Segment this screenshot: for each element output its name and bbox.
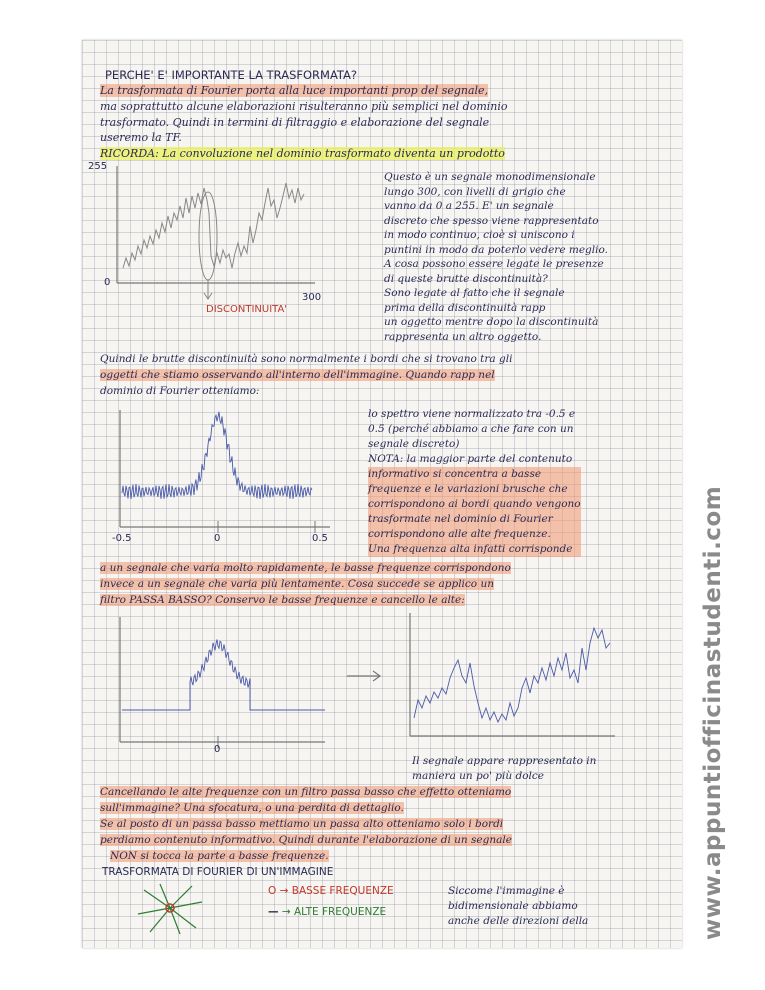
intro-line: ma soprattutto alcune elaborazioni risulteranno più semplici nel dominio: [100, 100, 508, 113]
smoothed-signal-graph: [400, 608, 630, 748]
bottom-line: Cancellando le alte frequenze con un filtro passa basso che effetto otteniamo: [100, 786, 512, 798]
origin-label: 0: [104, 277, 111, 288]
filter-line: filtro PASSA BASSO? Conservo le basse frequenze e cancello le alte:: [100, 594, 465, 606]
legend-high: [268, 905, 386, 919]
discontinuity-label: DISCONTINUITA': [206, 304, 288, 315]
filter-spectrum-graph: [110, 612, 330, 752]
smoothed-signal-line: [414, 628, 610, 722]
watermark-text: www.appuntiofficinastudenti.com: [700, 485, 726, 940]
bottom-line: sull'immagine? Una sfocatura, o una perdita di dettaglio.: [100, 802, 404, 814]
filter-line: a un segnale che varia molto rapidamente, le basse frequenze corrispondono: [100, 562, 511, 574]
bottom-line: NON si tocca la parte a basse frequenze.: [110, 850, 329, 862]
signal-graph: [95, 158, 375, 323]
mid-line: dominio di Fourier otteniamo:: [100, 385, 260, 397]
graph2-description: lo spettro viene normalizzato tra -0.5 e 0.5 (perché abbiamo a che fare con un segnale discreto) NOTA: la maggior parte del contenuto informativo si concentra a basse frequenze e le variazioni brusche che corrispondono ai bordi quando vengono trasformate nel dominio di Fourier corrispondono alle alte frequenze. Una frequenza alta infatti corrisponde: [368, 408, 581, 555]
ricorda-note: RICORDA: La convoluzione nel dominio trasformato diventa un prodotto: [100, 147, 505, 160]
mid-line: Quindi le brutte discontinuità sono normalmente i bordi che si trovano tra gli: [100, 353, 513, 365]
y-max-label: 255: [88, 161, 108, 172]
x-mid-label: 0: [214, 533, 221, 544]
intro-line: La trasformata di Fourier porta alla luce importanti prop del segnale,: [100, 84, 489, 97]
spectrum-graph: [110, 405, 350, 535]
bottom-line: Se al posto di un passa basso mettiamo un passa alto otteniamo solo i bordi: [100, 818, 504, 830]
page-title: PERCHE' E' IMPORTANTE LA TRASFORMATA?: [105, 68, 358, 82]
intro-line: useremo la TF.: [100, 131, 182, 144]
x-max-label: 300: [302, 292, 322, 303]
final-text: Siccome l'immagine è bidimensionale abbiamo anche delle direzioni della: [448, 885, 589, 927]
fourier-star-icon: [130, 880, 210, 940]
spectrum-line: [122, 412, 312, 499]
bottom-line: perdiamo contenuto informativo. Quindi durante l'elaborazione di un segnale: [100, 834, 512, 846]
filter-line: invece a un segnale che varia più lentamente. Cosa succede se applico un: [100, 578, 494, 590]
legend-high-label: → ALTE FREQUENZE: [281, 906, 387, 918]
section-title: TRASFORMATA DI FOURIER DI UN'IMMAGINE: [102, 866, 334, 878]
x-min-label: -0.5: [112, 533, 132, 544]
legend-low-label: → BASSE FREQUENZE: [279, 885, 394, 897]
origin-label: 0: [214, 744, 221, 755]
graph3-caption: Il segnale appare rappresentato in maniera un po' più dolce: [412, 755, 597, 782]
mid-line: oggetti che stiamo osservando all'interno dell'immagine. Quando rapp nel: [100, 369, 495, 381]
legend-low-symbol: O: [268, 885, 277, 897]
graph1-description: Questo è un segnale monodimensionale lungo 300, con livelli di grigio che vanno da 0 a 255. E' un segnale discreto che spesso viene rappresentato in modo continuo, cioè si uniscono i puntini in modo da poterlo vedere meglio. A cosa possono essere legate le presenze di queste brutte discontinuità? Sono legate al fatto che il segnale prima della discontinuità rapp un oggetto mentre dopo la discontinuità rappresenta un altro oggetto.: [384, 171, 608, 343]
filtered-spectrum-line: [122, 640, 325, 711]
x-max-label: 0.5: [312, 533, 328, 544]
legend-high-symbol: —: [268, 906, 279, 918]
arrow-icon: [345, 668, 385, 684]
signal-line: [123, 183, 304, 268]
legend-low: [268, 884, 394, 898]
intro-line: trasformato. Quindi in termini di filtraggio e elaborazione del segnale: [100, 116, 490, 129]
